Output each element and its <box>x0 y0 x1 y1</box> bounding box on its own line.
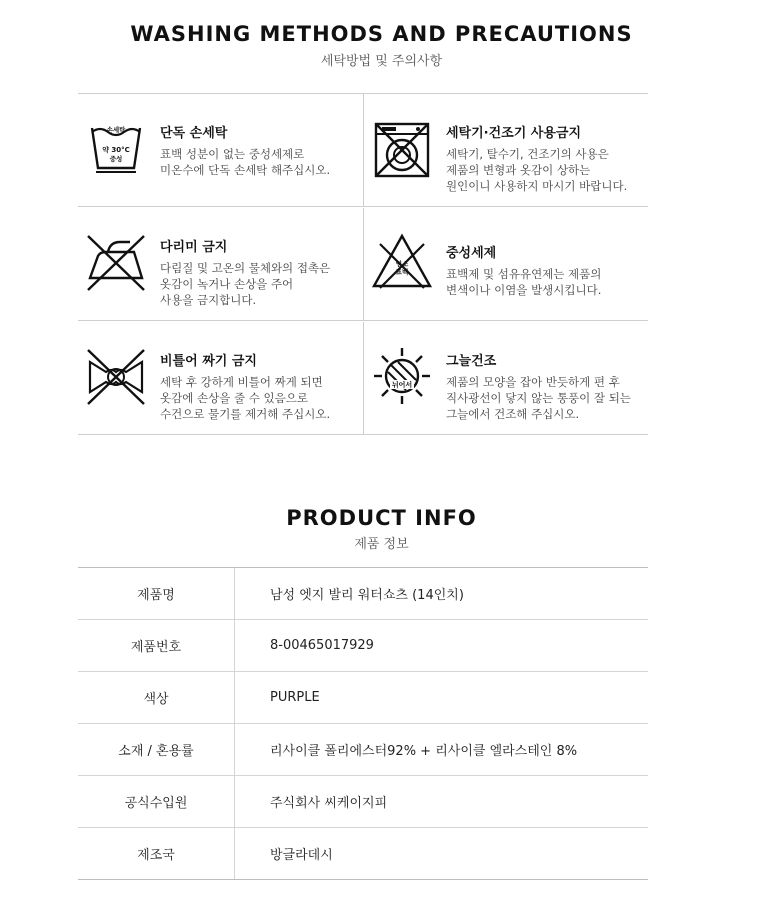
no-iron-icon <box>84 230 148 294</box>
wash-item-name: 단독 손세탁 <box>160 126 228 141</box>
no-bleach-icon-label-2: 표백 <box>395 268 409 276</box>
wash-item-name: 중성세제 <box>446 246 497 261</box>
wash-item-no-wring <box>78 322 363 435</box>
wash-item-name: 다리미 금지 <box>160 240 228 255</box>
wash-item-no-machine <box>363 94 648 207</box>
product-info-subtitle: 제품 정보 <box>354 537 409 552</box>
wash-item-desc: 표백 성분이 없는 중성세제로 미온수에 단독 손세탁 해주십시오. <box>160 147 331 177</box>
wash-item-name: 비틀어 짜기 금지 <box>160 354 257 369</box>
row-value: 8-00465017929 <box>270 638 374 653</box>
table-row <box>78 672 648 724</box>
no-wring-icon <box>84 344 148 408</box>
washing-title: WASHING METHODS AND PRECAUTIONS <box>130 22 633 46</box>
shade-dry-icon <box>370 344 434 408</box>
row-value: 리사이클 폴리에스터92% + 리사이클 엘라스테인 8% <box>270 744 578 759</box>
hand-wash-icon-detergent: 중성 <box>109 155 123 163</box>
washing-subtitle: 세탁방법 및 주의사항 <box>320 54 443 69</box>
wash-item-shade-dry <box>363 322 648 435</box>
hand-wash-icon-temp: 약 30°C <box>102 146 130 154</box>
row-label: 색상 <box>78 672 235 723</box>
row-value: PURPLE <box>270 690 320 705</box>
table-row <box>78 776 648 828</box>
product-info-title: PRODUCT INFO <box>286 506 477 530</box>
no-bleach-icon <box>370 230 434 294</box>
shade-dry-icon-label: 뉘어서 <box>391 381 413 389</box>
table-row <box>78 724 648 776</box>
wash-item-name: 세탁기·건조기 사용금지 <box>446 126 582 141</box>
row-label: 제품번호 <box>78 620 235 671</box>
row-label: 제품명 <box>78 568 235 619</box>
wash-item-hand-wash <box>78 94 363 207</box>
table-row <box>78 620 648 672</box>
no-machine-icon <box>370 116 434 180</box>
no-bleach-icon-label-1: 염소 <box>395 260 409 268</box>
wash-item-desc: 다림질 및 고온의 물체와의 접촉은 옷감이 녹거나 손상을 주어 사용을 금지합니다. <box>160 261 331 307</box>
wash-item-name: 그늘건조 <box>446 354 497 369</box>
row-label: 공식수입원 <box>78 776 235 827</box>
table-row <box>78 828 648 880</box>
wash-item-neutral-detergent <box>363 208 648 321</box>
wash-item-desc: 세탁기, 탈수기, 건조기의 사용은 제품의 변형과 옷감이 상하는 원인이니 사용하지 마시기 바랍니다. <box>446 147 628 193</box>
product-info-table <box>78 567 648 880</box>
wash-item-no-iron <box>78 208 363 321</box>
wash-item-desc: 제품의 모양을 잡아 반듯하게 편 후 직사광선이 닿지 않는 통풍이 잘 되는 그늘에서 건조해 주십시오. <box>446 375 631 421</box>
wash-item-desc: 세탁 후 강하게 비틀어 짜게 되면 옷감에 손상을 줄 수 있음으로 수건으로 물기를 제거해 주십시오. <box>160 375 331 421</box>
row-label: 소재 / 혼용률 <box>78 724 235 775</box>
row-label: 제조국 <box>78 828 235 879</box>
hand-wash-icon-label: 손세탁 <box>106 126 126 134</box>
washing-grid <box>78 93 648 434</box>
row-value: 남성 엣지 발리 워터쇼츠 (14인치) <box>270 588 464 603</box>
row-value: 방글라데시 <box>270 848 333 863</box>
hand-wash-icon <box>84 116 148 180</box>
table-row <box>78 568 648 620</box>
row-value: 주식회사 씨케이지피 <box>270 796 388 811</box>
wash-item-desc: 표백제 및 섬유유연제는 제품의 변색이나 이염을 발생시킵니다. <box>446 267 602 297</box>
